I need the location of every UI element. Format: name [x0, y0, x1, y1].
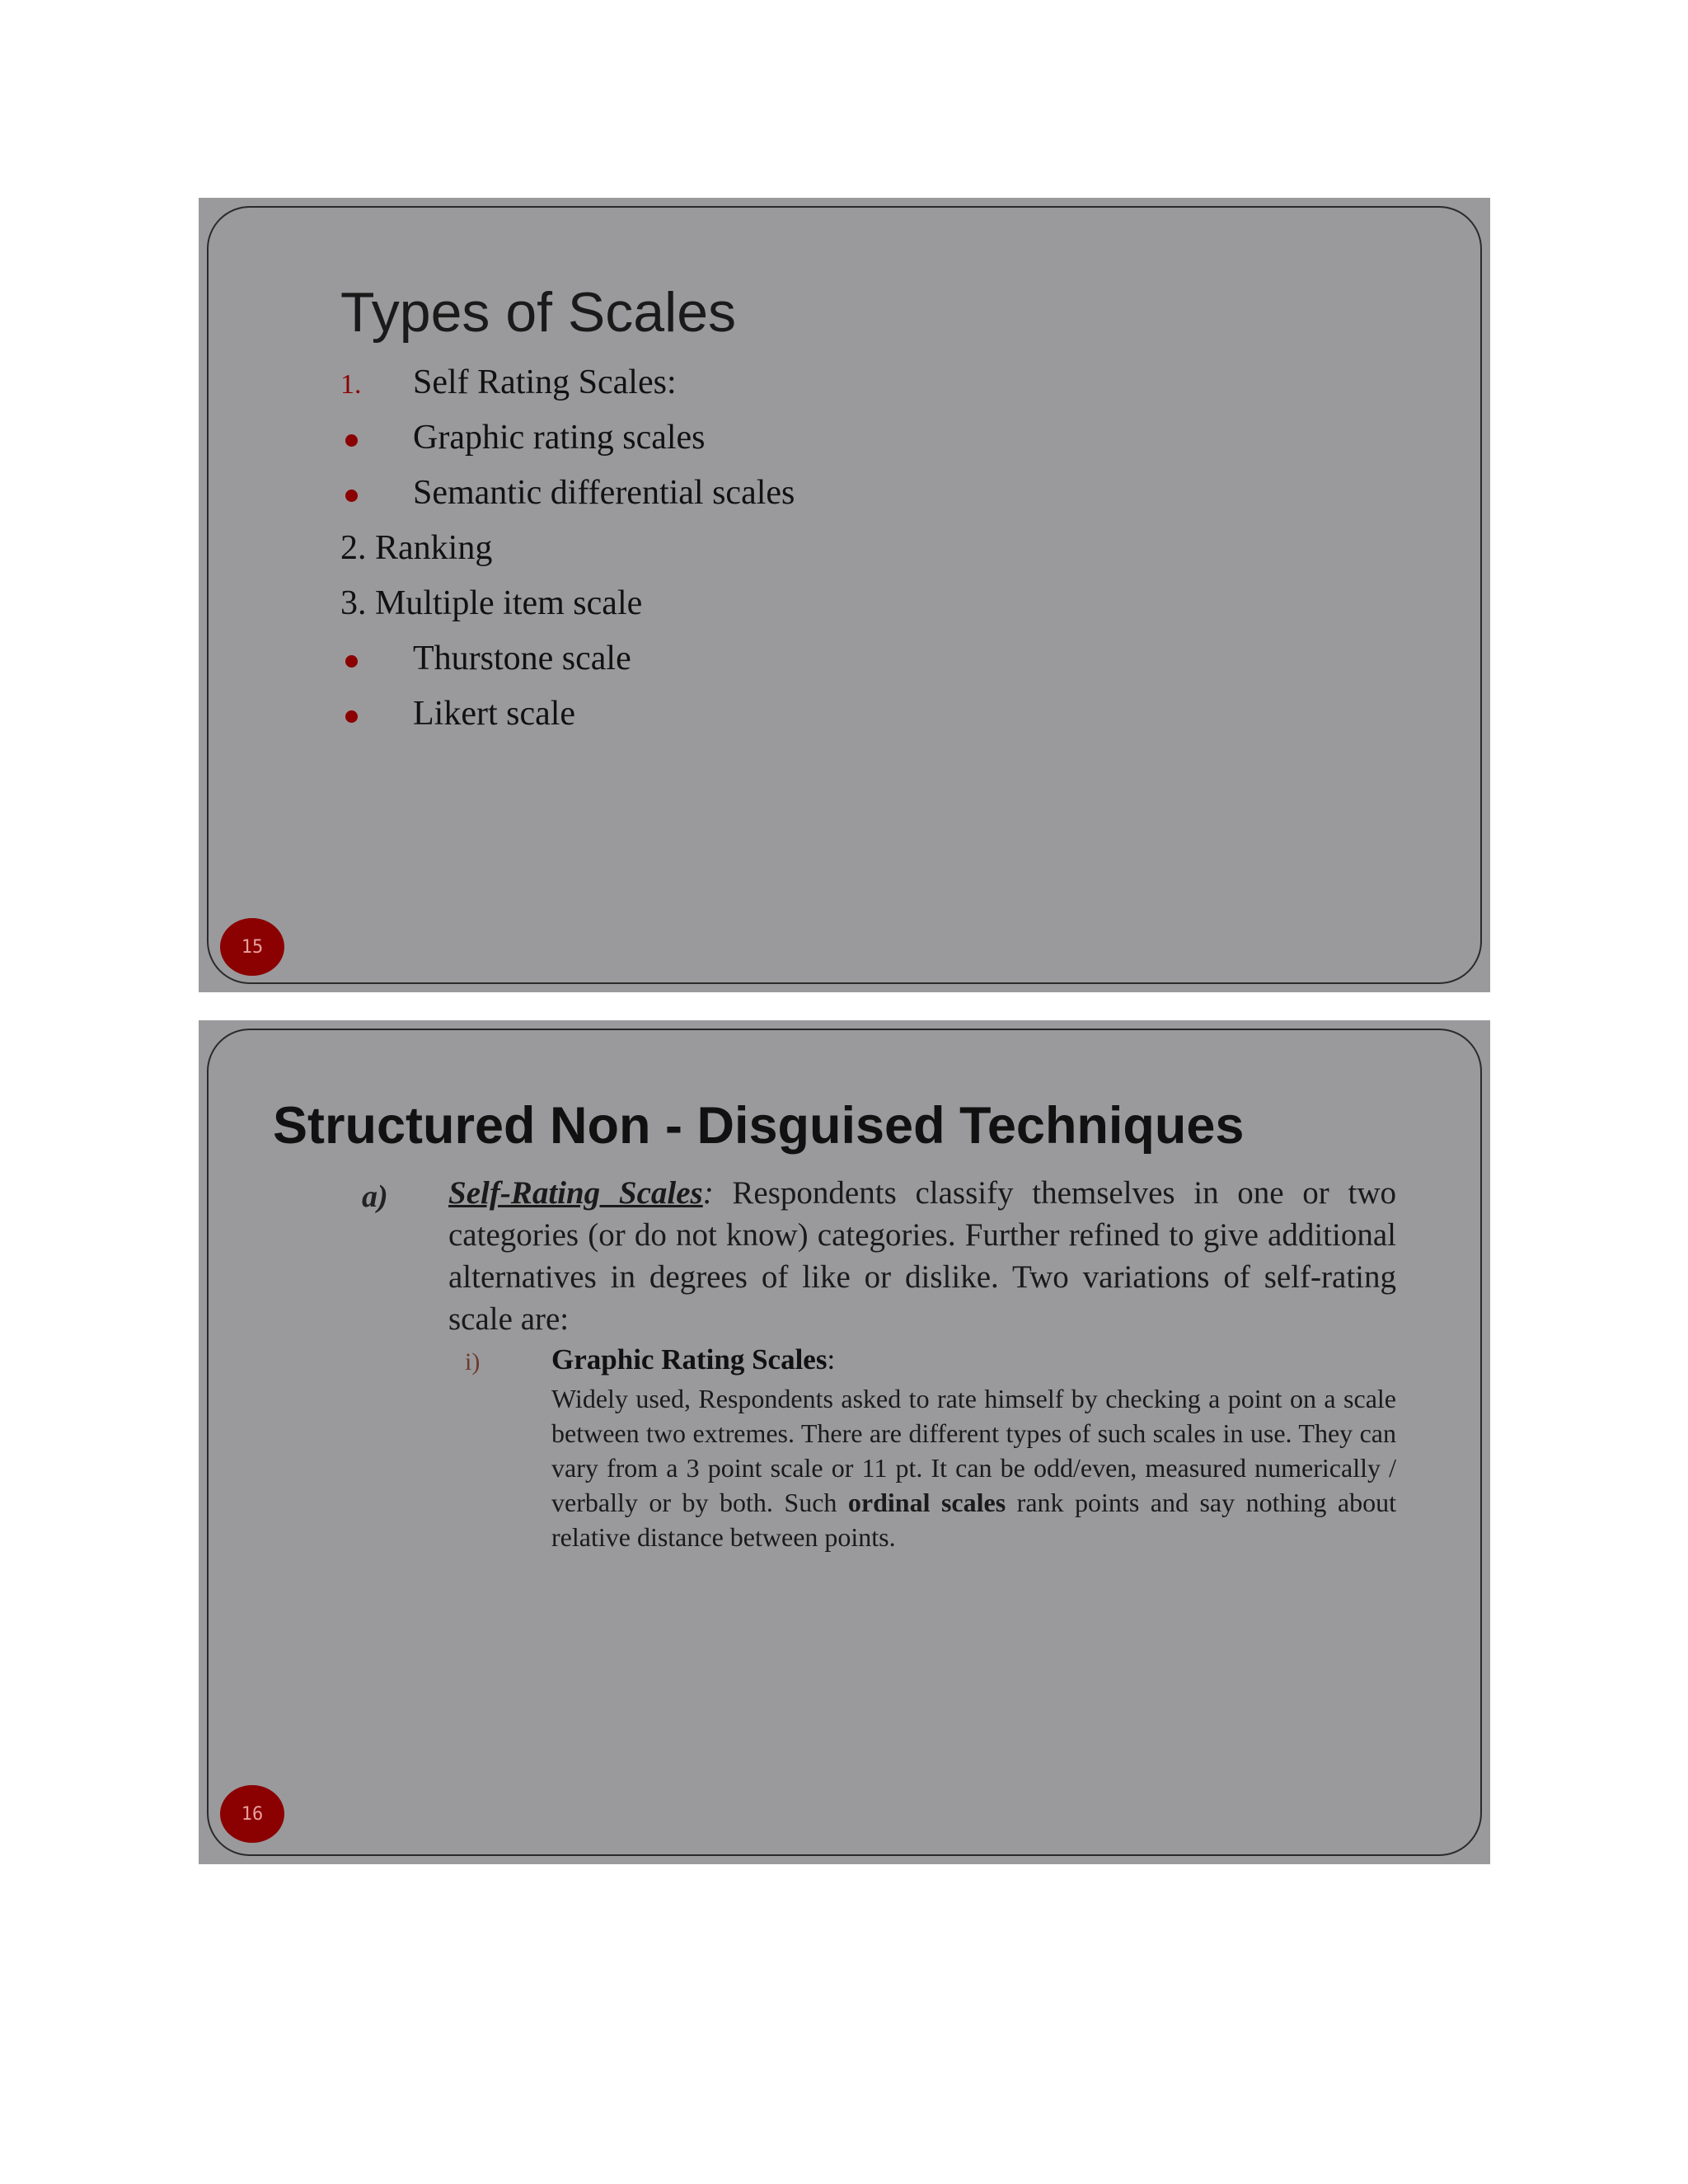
term-heading: Self-Rating Scales	[448, 1175, 703, 1211]
slide-title: Types of Scales	[340, 281, 737, 344]
sub-heading-text: Graphic Rating Scales	[551, 1343, 828, 1376]
slide-16	[199, 1020, 1490, 1864]
slide-15	[199, 198, 1490, 992]
bullet-icon	[345, 490, 358, 502]
list-item-text: Thurstone scale	[413, 640, 631, 677]
sub-item-marker: i)	[465, 1348, 481, 1376]
list-item-text: Graphic rating scales	[413, 419, 706, 457]
slide-number-badge: 15	[220, 918, 284, 976]
bullet-icon	[345, 710, 358, 723]
list-item-text: 2. Ranking	[340, 529, 493, 567]
sub-body-text: Widely used, Respondents asked to rate himself by checking a point on a scale between two extremes. There are different types of such scales in use. They can vary from a 3 point scale or 11 pt. It can be odd/even, measured numerically / verbally or by both. Such	[551, 1384, 1396, 1517]
slide-title: Structured Non - Disguised Techniques	[273, 1097, 1245, 1155]
sub-heading	[551, 1343, 835, 1376]
paragraph-body	[448, 1172, 1396, 1340]
list-number: 1.	[340, 369, 362, 400]
sub-body-text: rank points and say nothing about relative distance between points.	[551, 1488, 1396, 1552]
list-item-text: Self Rating Scales:	[413, 363, 677, 401]
list-item-text: Semantic differential scales	[413, 474, 795, 512]
term-colon: :	[702, 1175, 714, 1211]
slide-number-badge: 16	[220, 1785, 284, 1843]
list-item-text: 3. Multiple item scale	[340, 584, 643, 622]
sub-heading-colon: :	[827, 1343, 836, 1376]
paragraph-marker: a)	[362, 1179, 388, 1214]
sub-body	[551, 1381, 1396, 1554]
sub-body-bold: ordinal scales	[847, 1488, 1006, 1517]
bullet-icon	[345, 655, 358, 668]
list-item-text: Likert scale	[413, 695, 576, 733]
paragraph-text: Respondents classify themselves in one or two categories (or do not know) categories. Further refined to give additional alternatives in degrees of like or dislike. Two variations of self-rating scale are:	[448, 1175, 1396, 1337]
bullet-icon	[345, 434, 358, 447]
